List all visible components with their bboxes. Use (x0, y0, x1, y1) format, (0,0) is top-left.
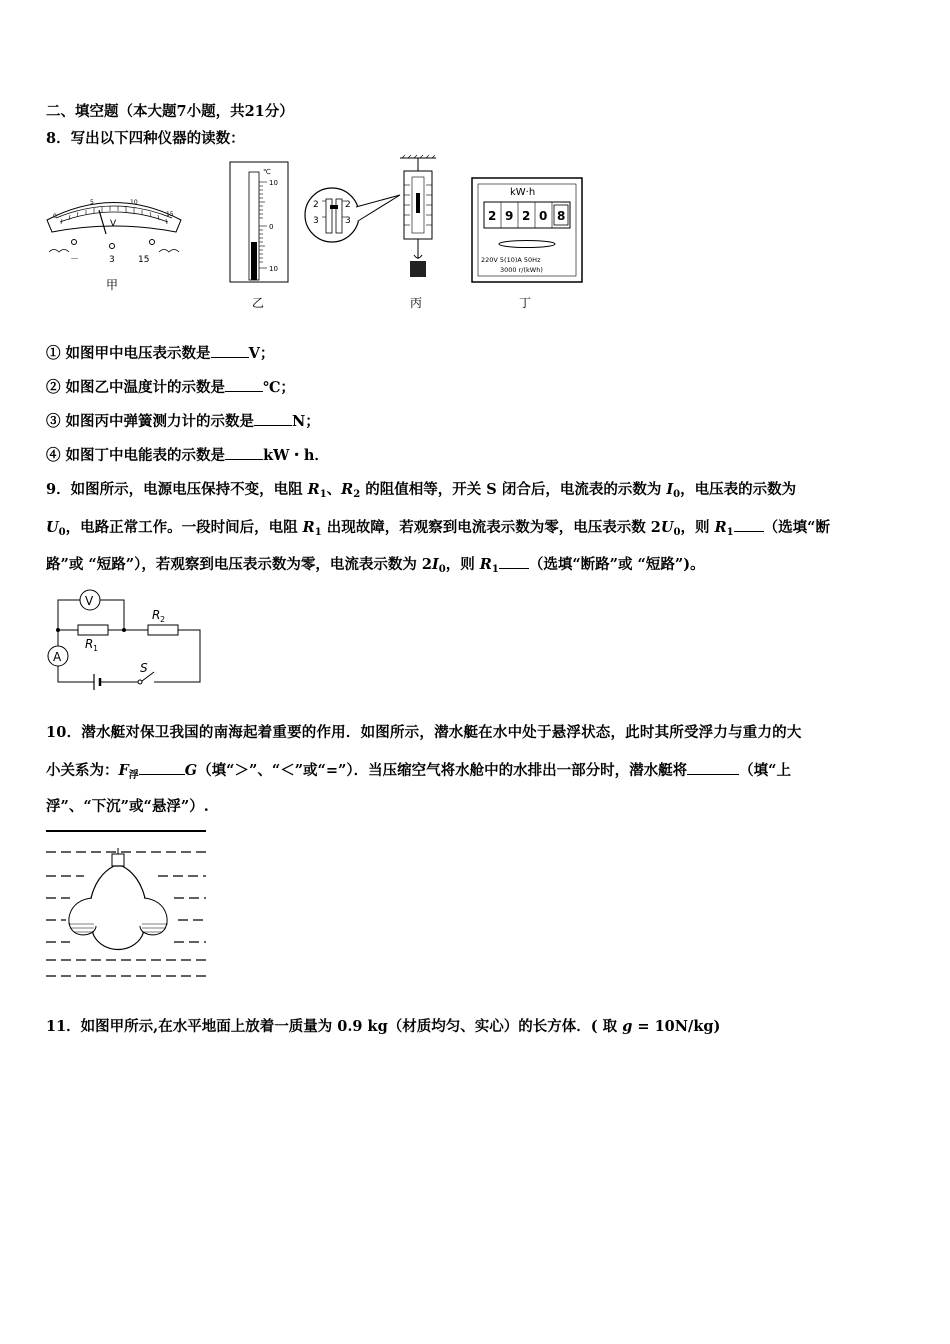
q8-stem: 8．写出以下四种仪器的读数： (46, 130, 245, 147)
voltmeter-symbol: V (85, 594, 94, 608)
section-title: 二、填空题（本大题7小题，共21分） (46, 103, 294, 120)
answer-blank[interactable] (211, 343, 249, 358)
label-r1: R (85, 637, 94, 651)
zoom-label-2-right: 2 (345, 200, 351, 210)
q9-line-1: 9．如图所示，电源电压保持不变，电阻 $R_1$、$R_2$ 的阻值相等，开关 S 闭合后，电流表的示数为 $I_0$，电压表的示数为 (46, 481, 797, 500)
meter-digit-3: 2 (522, 209, 531, 223)
caption-jia: 甲 (106, 278, 119, 292)
zoom-label-3-right: 3 (345, 216, 351, 226)
answer-blank[interactable] (254, 411, 292, 426)
voltmeter-figure (44, 190, 184, 270)
label-r1-sub: 1 (93, 644, 99, 653)
energy-meter-figure (470, 176, 584, 284)
q10-line-2: 小关系为：$F_浮$ G（填“＞”、“＜”或“=”）．当压缩空气将水舱中的水排出一部分时，潜水艇将 （填“上 (46, 762, 791, 781)
answer-blank[interactable] (687, 760, 739, 775)
answer-blank[interactable] (225, 377, 263, 392)
caption-yi: 乙 (252, 296, 265, 310)
zoom-label-2-left: 2 (313, 200, 319, 210)
q11-line-1: 11．如图甲所示,在水平地面上放着一质量为 0.9 kg（材质均匀、实心）的长方体．( 取 g = 10N/kg) (46, 1018, 721, 1035)
answer-blank[interactable] (734, 517, 764, 532)
meter-digit-2: 9 (505, 209, 514, 223)
q9-line-3: 路”或 “短路”），若观察到电压表示数为零，电流表示数为 $2I_0$，则 $R_1$ （选填“断路”或 “短路”)。 (46, 556, 705, 575)
meter-digit-1: 2 (488, 209, 497, 223)
thermometer-unit: ℃ (263, 168, 271, 176)
meter-digit-5: 8 (557, 209, 566, 223)
answer-blank[interactable] (499, 554, 529, 569)
circuit-diagram (42, 586, 207, 692)
q8-item-3: ③ 如图丙中弹簧测力计的示数是 N； (46, 413, 320, 430)
terminal-neg: － (70, 255, 80, 265)
meter-spec-1: 220V 5(10)A 50Hz (481, 256, 541, 264)
spring-scale-figure (304, 155, 450, 290)
voltmeter-unit: V (110, 219, 117, 229)
thermometer-label-neg10: 10 (269, 265, 278, 273)
q8-item-2: ② 如图乙中温度计的示数是 ℃； (46, 379, 295, 396)
q8-item-1: ① 如图甲中电压表示数是 V； (46, 345, 275, 362)
submarine-figure (44, 828, 208, 980)
meter-spec-2: 3000 r/(kWh) (500, 266, 543, 274)
label-r2: R (152, 608, 161, 622)
answer-blank[interactable] (139, 760, 185, 775)
q10-line-1: 10．潜水艇对保卫我国的南海起着重要的作用．如图所示，潜水艇在水中处于悬浮状态，此时其所受浮力与重力的大 (46, 724, 802, 741)
voltmeter-scale-15: 15 (166, 211, 174, 218)
q9-line-2: $U_0$，电路正常工作。一段时间后，电阻 $R_1$ 出现故障，若观察到电流表示数为零，电压表示数 $2U_0$，则 $R_1$ （选填“断 (46, 519, 830, 538)
thermometer-label-10: 10 (269, 179, 278, 187)
meter-digit-4: 0 (539, 209, 548, 223)
ammeter-symbol: A (53, 650, 62, 664)
q8-item-4: ④ 如图丁中电能表的示数是 kW・h． (46, 447, 329, 464)
caption-bing: 丙 (410, 296, 423, 310)
thermometer-label-0: 0 (269, 223, 274, 231)
label-r2-sub: 2 (160, 615, 166, 624)
caption-ding: 丁 (519, 296, 532, 310)
terminal-3: 3 (109, 255, 115, 265)
voltmeter-scale-0: 0 (53, 213, 57, 220)
terminal-15: 15 (138, 255, 150, 265)
zoom-label-3-left: 3 (313, 216, 319, 226)
voltmeter-scale-10: 10 (130, 199, 138, 206)
answer-blank[interactable] (225, 445, 263, 460)
thermometer-figure (225, 160, 295, 286)
meter-unit: kW·h (510, 187, 536, 198)
q10-line-3: 浮”、“下沉”或“悬浮”）. (46, 798, 209, 815)
label-switch: S (140, 661, 148, 675)
voltmeter-scale-5: 5 (90, 199, 94, 206)
